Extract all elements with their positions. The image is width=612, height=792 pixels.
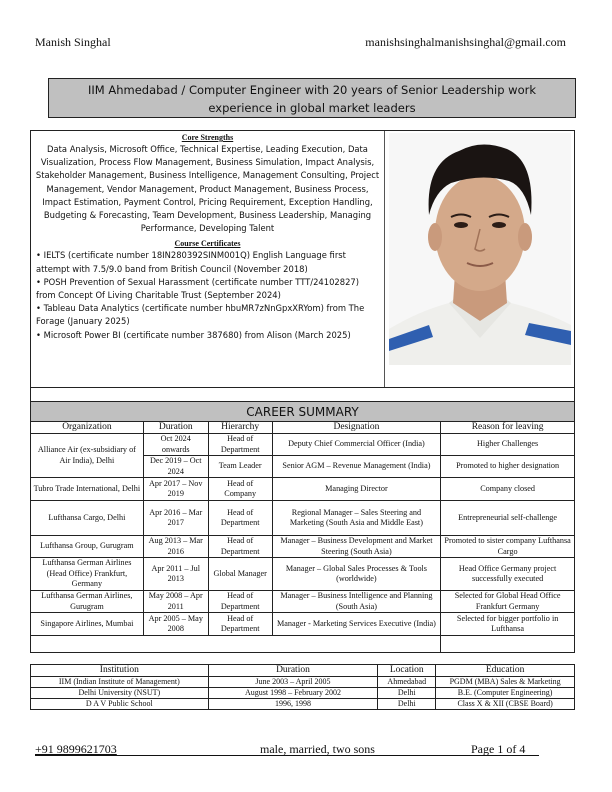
footer-phone[interactable]: +91 9899621703 — [35, 742, 117, 756]
core-strengths-heading: Core Strengths — [181, 133, 234, 142]
core-strengths-text: Data Analysis, Microsoft Office, Technical Expertise, Leading Execution, Data Visualization, Process Flow Management, Business Simulation, Impact Analysis, Stakeholder Management, Business Intelligence, Management Consulting, Project Management, Vendor Management, Product Management, Business Process, Impact Estimation, Payment Control, Pricing Requirement, Exception Handling, Budgeting & Forecasting, Team Development, Business Leadership, Managing Performance, Developing Talent — [35, 144, 380, 234]
duration-cell: June 2003 – April 2005 — [208, 677, 378, 688]
headline-line-2: experience in global market leaders — [208, 101, 416, 115]
designation-cell: Deputy Chief Commercial Officer (India) — [272, 434, 441, 456]
duration-cell: Oct 2024 onwards — [143, 434, 208, 456]
org-cell: Lufthansa German Airlines, Gurugram — [31, 591, 144, 613]
org-cell: Tubro Trade International, Delhi — [31, 478, 144, 501]
org-cell: Singapore Airlines, Mumbai — [31, 613, 144, 636]
duration-cell: Apr 2017 – Nov 2019 — [143, 478, 208, 501]
org-cell: Lufthansa Group, Gurugram — [31, 536, 144, 558]
reason-cell: Entrepreneurial self-challenge — [441, 501, 575, 536]
table-row — [31, 478, 575, 501]
hierarchy-cell: Head of Department — [208, 434, 272, 456]
column-header: Location — [378, 665, 436, 677]
reason-cell: Higher Challenges — [441, 434, 575, 456]
reason-cell: Head Office Germany project successfully executed — [441, 558, 575, 591]
table-row — [31, 613, 575, 636]
designation-cell: Manager - Marketing Services Executive (India) — [272, 613, 441, 636]
certificates-list — [31, 249, 384, 341]
location-cell: Delhi — [378, 699, 436, 710]
designation-cell: Manager – Global Sales Processes & Tools (worldwide) — [272, 558, 441, 591]
person-portrait-icon — [389, 133, 571, 365]
institution-cell: IIM (Indian Institute of Management) — [31, 677, 209, 688]
education-cell: B.E. (Computer Engineering) — [436, 688, 575, 699]
designation-cell: Manager – Business Development and Market Steering (South Asia) — [272, 536, 441, 558]
hierarchy-cell: Head of Company — [208, 478, 272, 501]
designation-cell: Manager – Business Intelligence and Planning (South Asia) — [272, 591, 441, 613]
certificate-item: • IELTS (certificate number 18IN280392SINM001Q) English Language first attempt with 7.5/9.0 band from British Council (November 2018) — [36, 250, 346, 274]
profile-box — [30, 130, 575, 402]
designation-cell: Regional Manager – Sales Steering and Marketing (South Asia and Middle East) — [272, 501, 441, 536]
header-email[interactable]: manishsinghalmanishsinghal@gmail.com — [365, 35, 566, 49]
headline-line-1: IIM Ahmedabad / Computer Engineer with 20 years of Senior Leadership work — [87, 83, 537, 97]
column-header: Institution — [31, 665, 209, 677]
designation-cell: Senior AGM – Revenue Management (India) — [272, 456, 441, 478]
education-cell: Class X & XII (CBSE Board) — [436, 699, 575, 710]
reason-cell: Selected for bigger portfolio in Lufthansa — [441, 613, 575, 636]
page-number: Page 1 of 4 — [471, 742, 526, 756]
hierarchy-cell: Global Manager — [208, 558, 272, 591]
org-cell: Lufthansa Cargo, Delhi — [31, 501, 144, 536]
institution-cell: Delhi University (NSUT) — [31, 688, 209, 699]
table-row — [31, 688, 575, 699]
education-table — [30, 664, 575, 710]
hierarchy-cell: Head of Department — [208, 613, 272, 636]
profile-photo — [389, 133, 571, 365]
duration-cell: May 2008 – Apr 2011 — [143, 591, 208, 613]
column-header: Designation — [272, 422, 441, 434]
duration-cell: Dec 2019 – Oct 2024 — [143, 456, 208, 478]
certificate-item: • POSH Prevention of Sexual Harassment (certificate number TTT/24102827) from Concept Of Living Charitable Trust (September 2024) — [36, 276, 360, 301]
org-cell: Lufthansa German Airlines (Head Office) Frankfurt, Germany — [31, 558, 144, 591]
certificate-item: • Microsoft Power BI (certificate number 387680) from Alison (March 2025) — [36, 329, 351, 340]
empty-cell — [441, 636, 575, 653]
column-header: Duration — [208, 665, 378, 677]
headline-box — [48, 78, 576, 118]
column-header: Reason for leaving — [441, 422, 575, 434]
education-cell: PGDM (MBA) Sales & Marketing — [436, 677, 575, 688]
table-row — [31, 501, 575, 536]
location-cell: Ahmedabad — [378, 677, 436, 688]
table-row — [31, 591, 575, 613]
section-divider — [31, 387, 574, 388]
location-cell: Delhi — [378, 688, 436, 699]
header-name: Manish Singhal — [35, 35, 111, 49]
table-row — [31, 677, 575, 688]
reason-cell: Selected for Global Head Office Frankfurt Germany — [441, 591, 575, 613]
duration-cell: Apr 2005 – May 2008 — [143, 613, 208, 636]
table-row — [31, 558, 575, 591]
duration-cell: August 1998 – February 2002 — [208, 688, 378, 699]
table-row — [31, 536, 575, 558]
empty-row — [31, 636, 575, 653]
reason-cell: Company closed — [441, 478, 575, 501]
org-cell: Alliance Air (ex-subsidiary of Air India), Delhi — [31, 434, 144, 478]
table-row — [31, 434, 575, 456]
designation-cell: Managing Director — [272, 478, 441, 501]
education-header-row — [31, 665, 575, 677]
reason-cell: Promoted to higher designation — [441, 456, 575, 478]
page-footer — [35, 742, 539, 756]
hierarchy-cell: Team Leader — [208, 456, 272, 478]
certificate-item: • Tableau Data Analytics (certificate number hbuMR7zNnGpxXRYom) from The Forage (January 2025) — [36, 303, 365, 327]
hierarchy-cell: Head of Department — [208, 536, 272, 558]
career-header-row — [31, 422, 575, 434]
hierarchy-cell: Head of Department — [208, 501, 272, 536]
reason-cell: Promoted to sister company Lufthansa Cargo — [441, 536, 575, 558]
profile-text-column — [31, 131, 385, 387]
duration-cell: Aug 2013 – Mar 2016 — [143, 536, 208, 558]
footer-personal-status: male, married, two sons — [260, 742, 375, 756]
career-summary-title: CAREER SUMMARY — [30, 402, 575, 421]
column-header: Hierarchy — [208, 422, 272, 434]
column-header: Organization — [31, 422, 144, 434]
duration-cell: Apr 2016 – Mar 2017 — [143, 501, 208, 536]
duration-cell: 1996, 1998 — [208, 699, 378, 710]
empty-cell — [31, 636, 441, 653]
hierarchy-cell: Head of Department — [208, 591, 272, 613]
career-table — [30, 421, 575, 653]
institution-cell: D A V Public School — [31, 699, 209, 710]
duration-cell: Apr 2011 – Jul 2013 — [143, 558, 208, 591]
certificates-heading: Course Certificates — [174, 239, 241, 249]
column-header: Education — [436, 665, 575, 677]
table-row — [31, 699, 575, 710]
column-header: Duration — [143, 422, 208, 434]
